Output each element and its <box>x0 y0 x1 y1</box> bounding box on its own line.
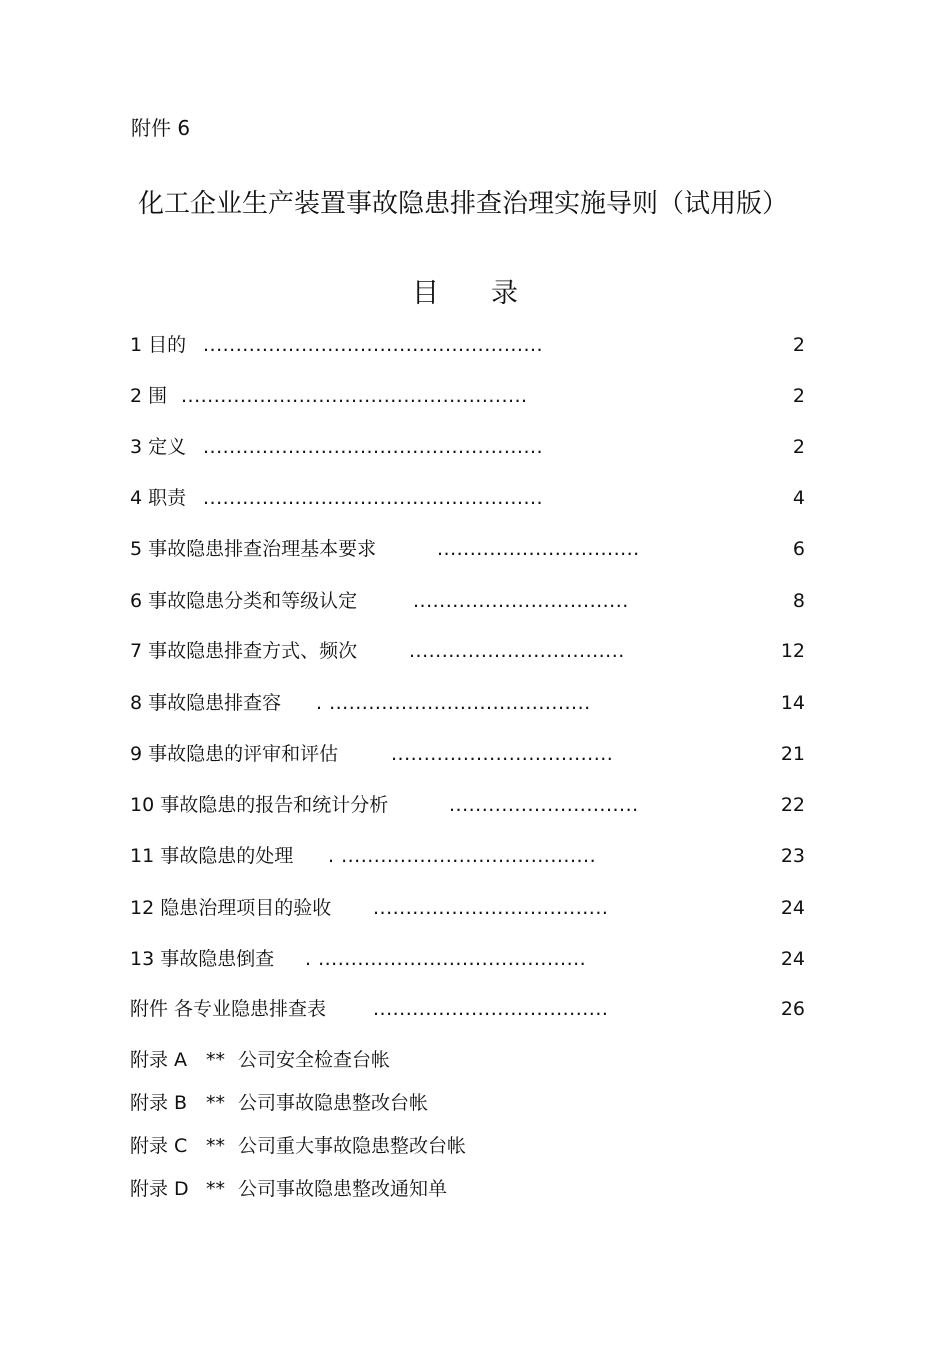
toc-entry-label: 11 事故隐患的处理 <box>130 845 294 867</box>
toc-entry-page: 21 <box>780 743 805 765</box>
toc-entry-label: 1 目的 <box>130 334 187 356</box>
toc-entry-label: 13 事故隐患倒查 <box>130 948 275 970</box>
toc-entry-page: 24 <box>780 948 805 970</box>
toc-entry-page: 4 <box>792 487 805 509</box>
toc-entry[interactable] <box>130 484 805 512</box>
toc-entry-page: 12 <box>780 640 805 662</box>
toc-entry[interactable] <box>130 331 805 359</box>
appendix-name: 公司重大事故隐患整改台帐 <box>238 1135 467 1157</box>
appendix-code: 附录 C <box>130 1135 188 1157</box>
toc-entry-leader: ............................. <box>449 794 639 816</box>
toc-entry-leader: .................................... <box>373 998 609 1020</box>
toc-heading: 目录 <box>412 278 570 309</box>
toc-entry-leader: ................................. <box>413 590 629 612</box>
appendix-name: 公司事故隐患整改台帐 <box>238 1092 429 1114</box>
toc-entry[interactable] <box>130 842 805 870</box>
toc-entry[interactable] <box>130 995 805 1023</box>
toc-entry-label: 10 事故隐患的报告和统计分析 <box>130 794 389 816</box>
toc-entry-page: 6 <box>792 538 805 560</box>
toc-entry-leader: ............................... <box>437 538 640 560</box>
appendix-name: 公司安全检查台帐 <box>238 1049 391 1071</box>
toc-entry-leader: . ....................................... <box>328 845 597 867</box>
toc-entry-page: 2 <box>792 436 805 458</box>
toc-entry-page: 23 <box>780 845 805 867</box>
appendix-placeholder: ** <box>206 1049 225 1071</box>
toc-entry[interactable] <box>130 791 805 819</box>
toc-entry-page: 24 <box>780 897 805 919</box>
toc-entry[interactable] <box>130 587 805 615</box>
appendix-code: 附录 B <box>130 1092 188 1114</box>
toc-entry-page: 2 <box>792 385 805 407</box>
toc-entry-label: 5 事故隐患排查治理基本要求 <box>130 538 377 560</box>
toc-entry[interactable] <box>130 433 805 461</box>
appendix-placeholder: ** <box>206 1135 225 1157</box>
toc-entry-label: 4 职责 <box>130 487 187 509</box>
toc-entry-page: 2 <box>792 334 805 356</box>
toc-entry[interactable] <box>130 894 805 922</box>
toc-entry-label: 6 事故隐患分类和等级认定 <box>130 590 358 612</box>
toc-entry-leader: . ........................................ <box>316 692 591 714</box>
toc-entry-leader: .................................................... <box>203 436 544 458</box>
toc-entry-page: 14 <box>780 692 805 714</box>
toc-entry-leader: ..................................................... <box>181 385 528 407</box>
toc-entry-leader: . ......................................... <box>305 948 587 970</box>
toc-entry-label: 7 事故隐患排查方式、频次 <box>130 640 358 662</box>
toc-entry-leader: ................................. <box>409 640 625 662</box>
toc-entry-leader: .................................... <box>373 897 609 919</box>
toc-entry-label: 3 定义 <box>130 436 187 458</box>
toc-entry-label: 12 隐患治理项目的验收 <box>130 897 332 919</box>
toc-entry-label: 8 事故隐患排查容 <box>130 692 282 714</box>
toc-entry-label: 9 事故隐患的评审和评估 <box>130 743 339 765</box>
toc-entry[interactable] <box>130 382 805 410</box>
toc-entry-page: 22 <box>780 794 805 816</box>
toc-entry-label: 2 围 <box>130 385 168 407</box>
toc-entry-page: 8 <box>792 590 805 612</box>
toc-entry[interactable] <box>130 689 805 717</box>
toc-entry-page: 26 <box>780 998 805 1020</box>
toc-entry-label: 附件 各专业隐患排查表 <box>130 998 327 1020</box>
attachment-label: 附件 6 <box>131 116 191 140</box>
appendix-code: 附录 A <box>130 1049 188 1071</box>
toc-entry-leader: .................................. <box>391 743 614 765</box>
toc-entry[interactable] <box>130 535 805 563</box>
document-title: 化工企业生产装置事故隐患排查治理实施导则（试用版） <box>138 189 789 219</box>
toc-entry-leader: .................................................... <box>203 487 544 509</box>
appendix-placeholder: ** <box>206 1092 225 1114</box>
appendix-name: 公司事故隐患整改通知单 <box>238 1178 448 1200</box>
appendix-code: 附录 D <box>130 1178 189 1200</box>
toc-entry[interactable] <box>130 637 805 665</box>
appendix-placeholder: ** <box>206 1178 225 1200</box>
toc-entry-leader: .................................................... <box>203 334 544 356</box>
toc-entry[interactable] <box>130 740 805 768</box>
toc-entry[interactable] <box>130 945 805 973</box>
